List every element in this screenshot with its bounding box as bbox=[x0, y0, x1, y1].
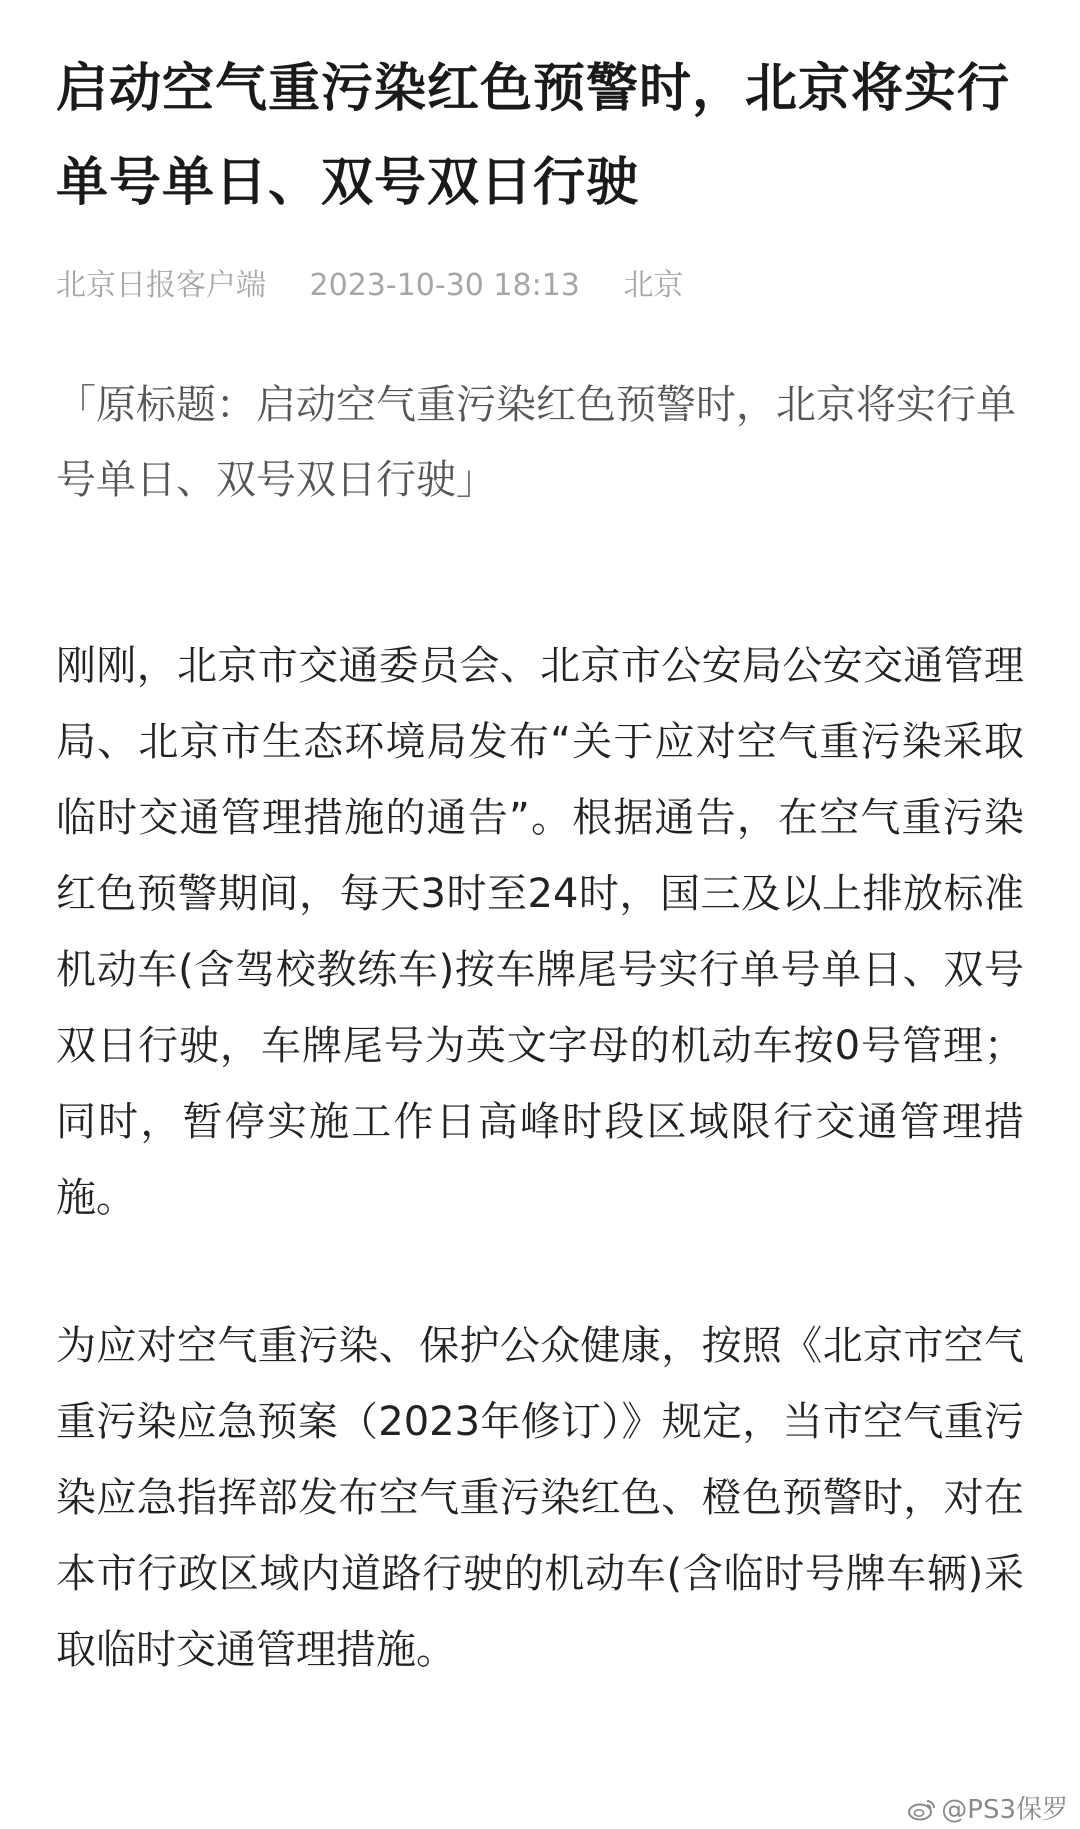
original-title: 「原标题：启动空气重污染红色预警时，北京将实行单号单日、双号双日行驶」 bbox=[56, 382, 1016, 503]
article-source[interactable]: 北京日报客户端 bbox=[56, 268, 266, 303]
article-title: 启动空气重污染红色预警时，北京将实行单号单日、双号双日行驶 bbox=[56, 59, 1011, 213]
article-datetime: 2023-10-30 18:13 bbox=[309, 268, 580, 303]
article-meta bbox=[56, 266, 1024, 306]
article-paragraph-2: 为应对空气重污染、保护公众健康，按照《北京市空气重污染应急预案（2023年修订）》规定，当市空气重污染应急指挥部发布空气重污染红色、橙色预警时，对在本市行政区域内道路行驶的机动车(含临时号牌车辆)采取临时交通管理措施。 bbox=[56, 1323, 1024, 1673]
article-paragraph-1: 刚刚，北京市交通委员会、北京市公安局公安交通管理局、北京市生态环境局发布“关于应对空气重污染采取临时交通管理措施的通告”。根据通告，在空气重污染红色预警期间，每天3时至24时，国三及以上排放标准机动车(含驾校教练车)按车牌尾号实行单号单日、双号双日行驶，车牌尾号为英文字母的机动车按0号管理；同时，暂停实施工作日高峰时段区域限行交通管理措施。 bbox=[56, 643, 1024, 1221]
weibo-watermark bbox=[907, 1793, 1068, 1827]
watermark-text: @PS3保罗 bbox=[941, 1795, 1068, 1825]
article-location: 北京 bbox=[623, 268, 684, 303]
article bbox=[56, 0, 1024, 1688]
weibo-icon bbox=[907, 1797, 937, 1821]
